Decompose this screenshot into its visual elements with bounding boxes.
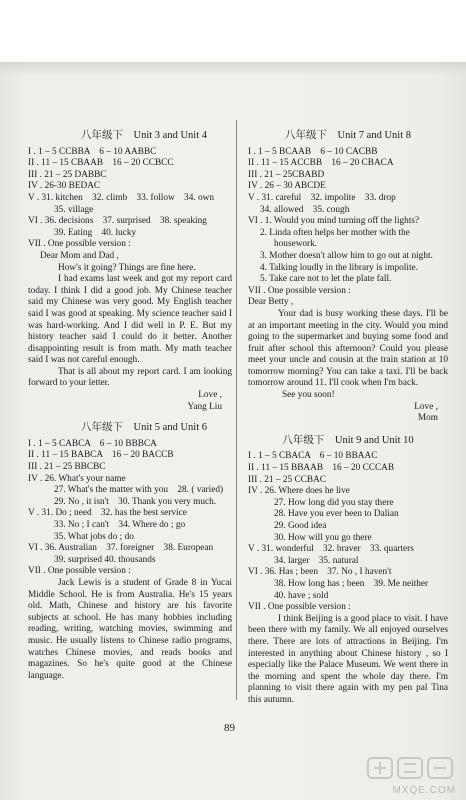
- answer-line: 39. surprised 40. thousands: [54, 554, 156, 565]
- answer-line: 2. Linda often helps her mother with the: [260, 227, 410, 238]
- answer-line: 28. Have you ever been to Dalian: [274, 509, 399, 520]
- answer-line: 5. Take care not to let the plate fall.: [260, 274, 392, 285]
- answer-line: 34. larger 35. natural: [274, 555, 359, 566]
- letter-paragraph: How's it going? Things are fine here.: [58, 262, 196, 273]
- answer-line: 3. Mother doesn't allow him to go out at night.: [260, 250, 433, 261]
- answer-line: 35. village: [54, 204, 94, 215]
- answer-line: 27. How long did you stay there: [274, 497, 394, 508]
- answer-line: 38. How long has ; been 39. Me neither: [274, 578, 429, 589]
- section-unit-7-8: [248, 130, 448, 425]
- answer-line: V . 31. careful 32. impolite 33. drop: [248, 192, 396, 203]
- answer-line: I . 1 – 5 CBACA 6 – 10 BBAAC: [248, 451, 378, 462]
- section-unit-3-4: [28, 130, 232, 413]
- letter-closing: Love ,: [414, 401, 438, 412]
- answer-line: I . 1 – 5 BCAAB 6 – 10 CACBB: [248, 146, 378, 157]
- answer-line: VI . 36. decisions 37. surprised 38. speaking: [28, 216, 207, 227]
- essay-paragraph: I think Beijing is a good place to visit. I have been there with my family. We all enjoyed ourselves there. There are lots of attractions in Beijing. I'm interested in anything about Chinese history , so I especially like the Palace Museum. We went there in the morning and spent the whole day there. I'm planning to visit there again with my pen pal Tina this autumn.: [248, 613, 448, 705]
- answer-line: III . 21 – 25 DABBC: [28, 169, 107, 180]
- letter-salutation: Dear Mom and Dad ,: [40, 250, 119, 261]
- letter-paragraph: Your dad is busy working these days. I'll be at an important meeting in the city. Would you mind going to the supermarket and buying some food and fruit after school this afternoon? Could you please meet your uncle and cousin at the train station at 10 tomorrow morning? You can take a taxi. I'll be back tomorrow around 11. I'll cook when I'm back.: [248, 308, 448, 389]
- answer-line: VII . One possible version :: [28, 566, 131, 577]
- top-margin: [0, 0, 466, 62]
- answer-line: 40. have ; sold: [274, 590, 329, 601]
- answer-line: VI . 1. Would you mind turning off the lights?: [248, 216, 420, 227]
- answer-line: V . 31. Do ; need 32. has the best service: [28, 508, 187, 519]
- answer-line: 29. No , it isn't 30. Thank you very much.: [54, 496, 217, 507]
- section-unit-9-10: [248, 435, 448, 707]
- section-unit-5-6: [28, 422, 232, 682]
- answer-line: II . 11 – 15 ACCBB 16 – 20 CBACA: [248, 158, 394, 169]
- letter-signer: Mom: [417, 413, 438, 424]
- answer-line: V . 31. kitchen 32. climb 33. follow 34. own: [28, 192, 215, 203]
- answer-line: III . 21 – 25 BBCBC: [28, 462, 106, 473]
- section-title: 八年级下 Unit 7 and Unit 8: [285, 130, 411, 141]
- answer-line: IV . 26. What's your name: [28, 473, 126, 484]
- answer-line: V . 31. wonderful 32. braver 33. quarters: [248, 544, 414, 555]
- answer-line: 39. Eating 40. lucky: [54, 227, 137, 238]
- page-top-shadow: [0, 62, 466, 76]
- letter-closing: Love ,: [198, 390, 222, 401]
- answer-line: IV . 26 – 30 ABCDE: [248, 181, 326, 192]
- answer-line: III . 21 – 25CBABD: [248, 169, 325, 180]
- answer-line: IV . 26. Where does he live: [248, 486, 350, 497]
- answer-line: 4. Talking loudly in the library is impolite.: [260, 262, 418, 273]
- section-title: 八年级下 Unit 5 and Unit 6: [81, 422, 207, 434]
- answer-line: VI . 36. Australian 37. foreigner 38. European: [28, 543, 214, 554]
- answer-line: II . 11 – 15 BBAAB 16 – 20 CCCAB: [248, 463, 395, 474]
- section-title: 八年级下 Unit 3 and Unit 4: [81, 130, 207, 141]
- letter-paragraph: That is all about my report card. I am looking forward to your letter.: [28, 366, 232, 389]
- answer-line: housework.: [274, 239, 318, 250]
- essay-paragraph: Jack Lewis is a student of Grade 8 in Yucai Middle School. He is from Australia. He's 15 years old. Math, Chinese and history are his favorite subjects at school. He has many hobbies including reading, writing, watching movies, swimming and music. He usually listens to Chinese radio programs, watches Chinese movies, and reads books and magazines. So he's quite good at the Chinese language.: [28, 577, 232, 681]
- letter-see-you: See you soon!: [282, 390, 335, 401]
- answer-line: II . 11 – 15 CBAAB 16 – 20 CCBCC: [28, 158, 174, 169]
- answer-line: 29. Good idea: [274, 521, 327, 531]
- page-number: 89: [224, 722, 235, 734]
- answer-line: 33. No ; I can't 34. Where do ; go: [54, 520, 186, 530]
- right-column: [248, 130, 448, 707]
- letter-paragraph: I had exams last week and got my report card today. I think I did a good job. My Chinese teacher said my Chinese was very good. My English teacher said I was good at speaking. My science teacher said I was hard-working. And I did well in P. E. But my history teacher said I could do it better. Another disappointing result is from math. My math teacher said I was not careful enough.: [28, 274, 232, 366]
- answer-line: 34. allowed 35. cough: [260, 204, 350, 215]
- watermark-url: MXQE.COM: [392, 785, 456, 796]
- letter-salutation: Dear Betty ,: [248, 297, 294, 308]
- section-title: 八年级下 Unit 9 and Unit 10: [282, 434, 414, 446]
- answer-line: VII . One possible version :: [248, 285, 351, 296]
- answer-line: II . 11 – 15 BABCA 16 – 20 BACCB: [28, 450, 174, 461]
- column-divider: [236, 120, 237, 700]
- letter-signer: Yang Liu: [187, 401, 222, 412]
- left-column: [28, 130, 232, 682]
- answer-line: I . 1 – 5 CABCA 6 – 10 BBBCA: [28, 438, 157, 449]
- answer-line: III . 21 – 25 CCBAC: [248, 474, 326, 485]
- answer-line: I . 1 – 5 CCBBA 6 – 10 AABBC: [28, 146, 157, 157]
- answer-line: VI . 36. Has ; been 37. No , I haven't: [248, 567, 392, 578]
- answer-line: VII . One possible version :: [28, 239, 131, 250]
- answer-line: 30. How will you go there: [274, 532, 372, 543]
- answer-line: 35. What jobs do ; do: [54, 531, 134, 542]
- answer-line: 27. What's the matter with you 28. ( varied): [54, 485, 224, 496]
- answer-line: IV . 26-30 BEDAC: [28, 181, 101, 192]
- answer-line: VII . One possible version :: [248, 602, 351, 613]
